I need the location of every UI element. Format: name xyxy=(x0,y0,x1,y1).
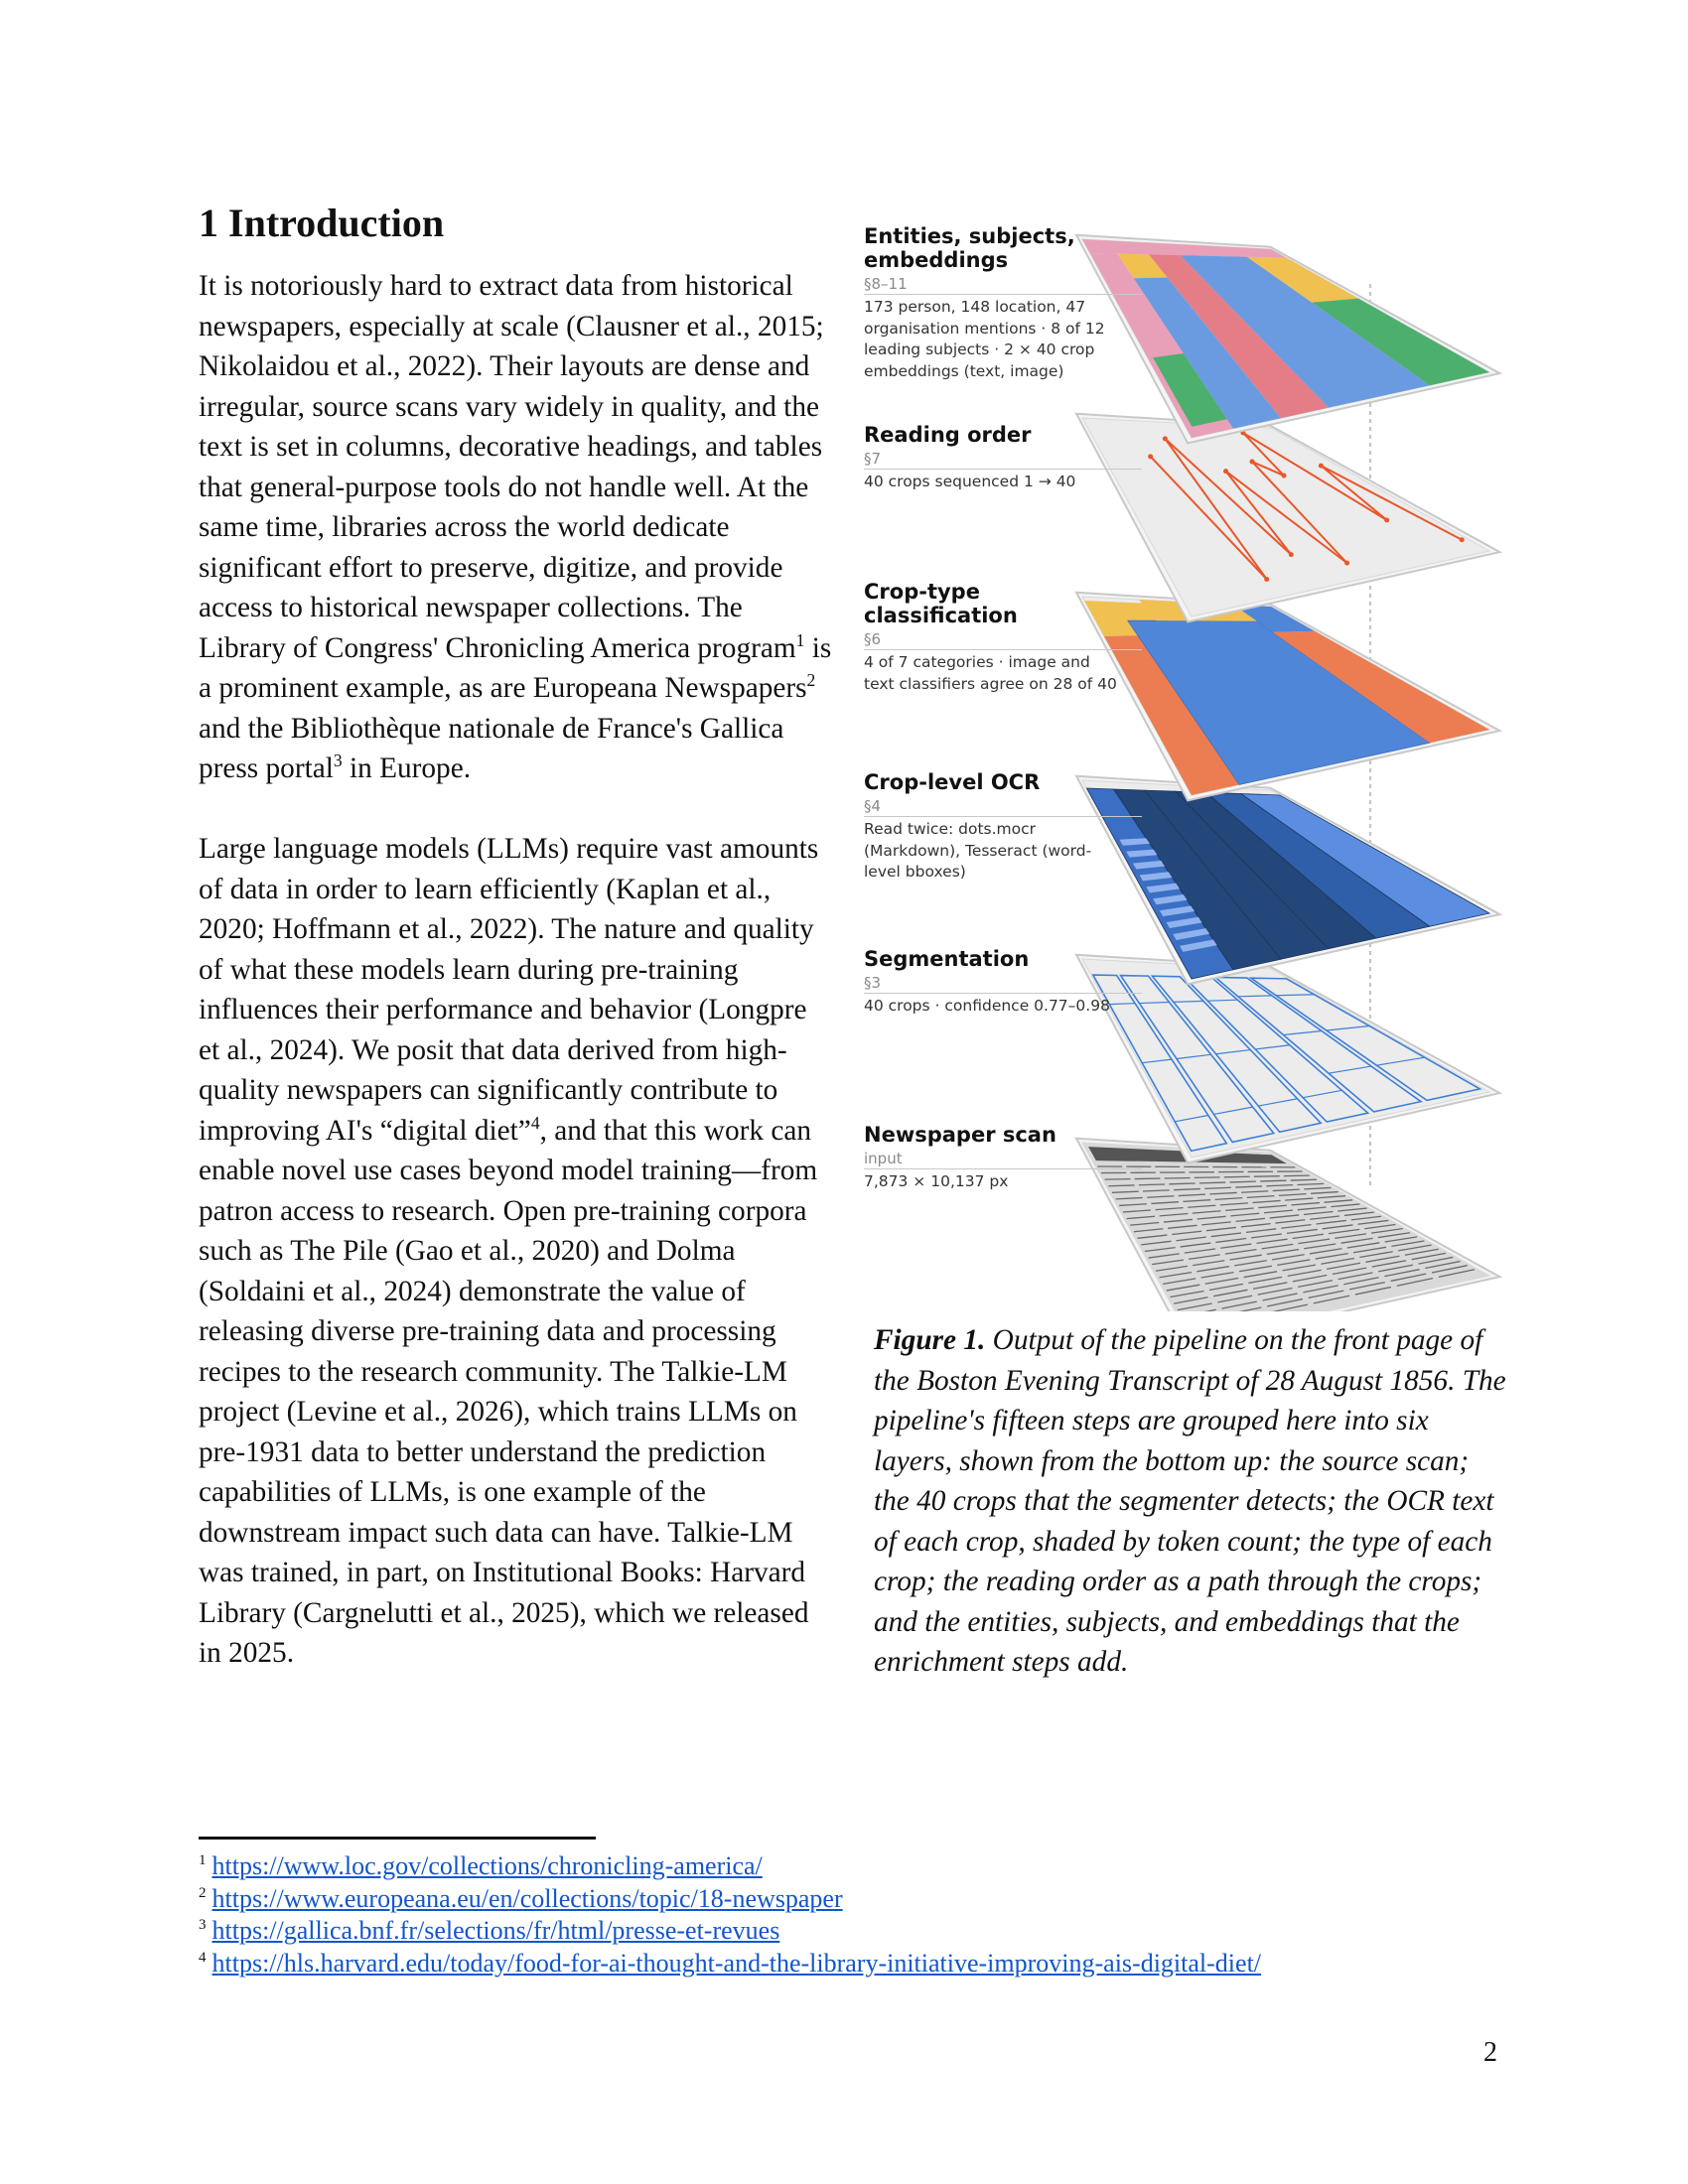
layer-description: 7,873 × 10,137 px xyxy=(864,1172,1009,1190)
reading-order-point xyxy=(1148,454,1153,459)
paragraph-text: , and that this work can enable novel use cases beyond model training—from patron access to research. Open pre-training corpora such as The Pile (Gao et al., 2020) and Dolma (Soldaini et al., 2024) demonstrate the value of releasing diverse pre-training data and processing recipes to the research community. The Talkie-LM project (Levine et al., 2026), which trains LLMs on pre-1931 data to better understand the prediction capabilities of LLMs, is one example of the downstream impact such data can have. Talkie-LM was trained, in part, on Institutional Books: Harvard Library (Cargnelutti et al., 2025), which we released in 2025. xyxy=(199,1114,818,1669)
footnote-ref: 4 xyxy=(530,1112,540,1133)
layer-section: §7 xyxy=(864,450,882,468)
paragraph-text: is a prominent example, as are Europeana Newspapers xyxy=(199,631,832,704)
reading-order-point xyxy=(1282,474,1287,478)
layer-title: Crop-level OCR xyxy=(864,770,1041,794)
footnote-item xyxy=(199,1948,1261,1980)
scan-text-line xyxy=(1254,1176,1280,1177)
caption-label: Figure 1. xyxy=(874,1324,986,1356)
reading-order-point xyxy=(1264,577,1269,582)
scan-text-line xyxy=(1139,1184,1165,1185)
divider xyxy=(864,816,1142,817)
footnote-link[interactable]: https://www.europeana.eu/en/collections/topic/18-newspaper xyxy=(211,1883,843,1913)
footnote-ref: 1 xyxy=(795,629,805,650)
reading-order-point xyxy=(1384,517,1389,522)
divider xyxy=(864,469,1142,470)
paragraph-2 xyxy=(199,829,834,1674)
scan-text-line xyxy=(1291,1179,1317,1180)
layer-title: Segmentation xyxy=(864,947,1030,971)
scan-text-line xyxy=(1284,1175,1310,1176)
layer-section: §8–11 xyxy=(864,275,908,293)
reading-order-point xyxy=(1250,460,1255,465)
reading-order-point xyxy=(1319,464,1324,469)
layer-section: input xyxy=(864,1150,903,1167)
scan-text-line xyxy=(1260,1180,1286,1181)
divider xyxy=(864,649,1142,650)
scan-text-line xyxy=(1224,1176,1250,1177)
page-number: 2 xyxy=(1483,2037,1497,2068)
body-text xyxy=(199,266,834,1674)
footnote-divider xyxy=(199,1837,596,1840)
footnote-number: 2 xyxy=(199,1884,207,1901)
layer-description: 40 crops · confidence 0.77–0.98 xyxy=(864,997,1110,1015)
layer-label-segmentation xyxy=(864,947,1122,1018)
scan-text-line xyxy=(1195,1177,1220,1178)
divider xyxy=(864,993,1142,994)
paragraph-text: in Europe. xyxy=(342,752,472,784)
layer-description: 4 of 7 categories · image and text classifiers agree on 28 of 40 xyxy=(864,653,1117,693)
footnote-number: 1 xyxy=(199,1852,207,1868)
footnote-ref: 2 xyxy=(806,670,816,691)
footnote-item xyxy=(199,1915,1261,1948)
layer-label-reading-order xyxy=(864,423,1122,493)
paragraph-text: Large language models (LLMs) require vast amounts of data in order to learn efficiently (Kaplan et al., 2020; Hoffmann et al., 2022). The nature and quality of what these models learn during pre-training influences their performance and behavior (Longpre et al., 2024). We posit that data derived from high-quality newspapers can significantly contribute to improving AI's “digital diet” xyxy=(199,833,819,1147)
reading-order-point xyxy=(1289,552,1294,557)
layer-title: Crop-type classification xyxy=(864,580,1018,627)
footnote-link[interactable]: https://www.loc.gov/collections/chronicling-america/ xyxy=(211,1851,763,1880)
scan-text-line xyxy=(1230,1181,1256,1182)
footnote-number: 4 xyxy=(199,1949,207,1966)
figure-caption xyxy=(874,1320,1509,1683)
layer-description: 40 crops sequenced 1 → 40 xyxy=(864,473,1076,490)
layer-section: §4 xyxy=(864,797,882,815)
footnote-ref: 3 xyxy=(333,751,343,771)
footnotes xyxy=(199,1850,1261,1979)
layer-description: Read twice: dots.mocr (Markdown), Tesseract (word-level bboxes) xyxy=(864,820,1092,881)
footnote-link[interactable]: https://hls.harvard.edu/today/food-for-ai-thought-and-the-library-initiative-improving-ais-digital-diet/ xyxy=(211,1948,1262,1978)
layer-section: §3 xyxy=(864,974,882,992)
divider xyxy=(864,1168,1142,1169)
layer-label-crop-type xyxy=(864,580,1122,695)
footnote-number: 3 xyxy=(199,1917,207,1933)
footnote-item xyxy=(199,1883,1261,1916)
paragraph-text: It is notoriously hard to extract data from historical newspapers, especially at scale (Clausner et al., 2015; Nikolaidou et al., 2022). Their layouts are dense and irregular, source scans vary widely in quality, and the text is set in columns, decorative headings, and tables that general-purpose tools do not handle well. At the same time, libraries across the world dedicate significant effort to preserve, digitize, and provide access to historical newspaper collections. The Library of Congress' Chronicling America program xyxy=(199,270,824,664)
section-title: 1 Introduction xyxy=(199,201,445,245)
reading-order-point xyxy=(1223,469,1228,474)
reading-order-point xyxy=(1344,561,1349,566)
figure-1 xyxy=(854,195,1509,1311)
footnote-item xyxy=(199,1850,1261,1883)
paragraph-text: and the Bibliothèque nationale de France's Gallica press portal xyxy=(199,712,784,784)
scan-text-line xyxy=(1165,1177,1191,1178)
layer-title: Newspaper scan xyxy=(864,1123,1056,1147)
layer-title: Reading order xyxy=(864,423,1032,447)
reading-order-point xyxy=(1163,436,1168,441)
layer-description: 173 person, 148 location, 47 organisation mentions · 8 of 12 leading subjects · 2 × 40 crop embeddings (text, image) xyxy=(864,298,1105,380)
layer-label-scan xyxy=(864,1123,1122,1193)
reading-order-point xyxy=(1460,537,1465,542)
scan-text-line xyxy=(1135,1178,1161,1179)
layer-title: Entities, subjects, embeddings xyxy=(864,224,1075,272)
segment-page xyxy=(1082,959,1489,1158)
footnote-link[interactable]: https://gallica.bnf.fr/selections/fr/html/presse-et-revues xyxy=(211,1916,780,1945)
caption-text: Output of the pipeline on the front page of the Boston Evening Transcript of 28 August 1856. The pipeline's fifteen steps are grouped here into six layers, shown from the bottom up: the source scan; the 40 crops that the segmenter detects; the OCR text of each crop, shaded by token count; the type of each crop; the reading order as a path through the crops; and the entities, subjects, and embeddings that the enrichment steps add. xyxy=(874,1324,1506,1678)
scan-text-line xyxy=(1169,1183,1195,1184)
divider xyxy=(864,294,1142,295)
layer-section: §6 xyxy=(864,630,882,648)
scan-text-line xyxy=(1199,1182,1225,1183)
layer-label-entities xyxy=(864,224,1122,382)
paragraph-1 xyxy=(199,266,834,789)
layer-label-ocr xyxy=(864,770,1122,884)
